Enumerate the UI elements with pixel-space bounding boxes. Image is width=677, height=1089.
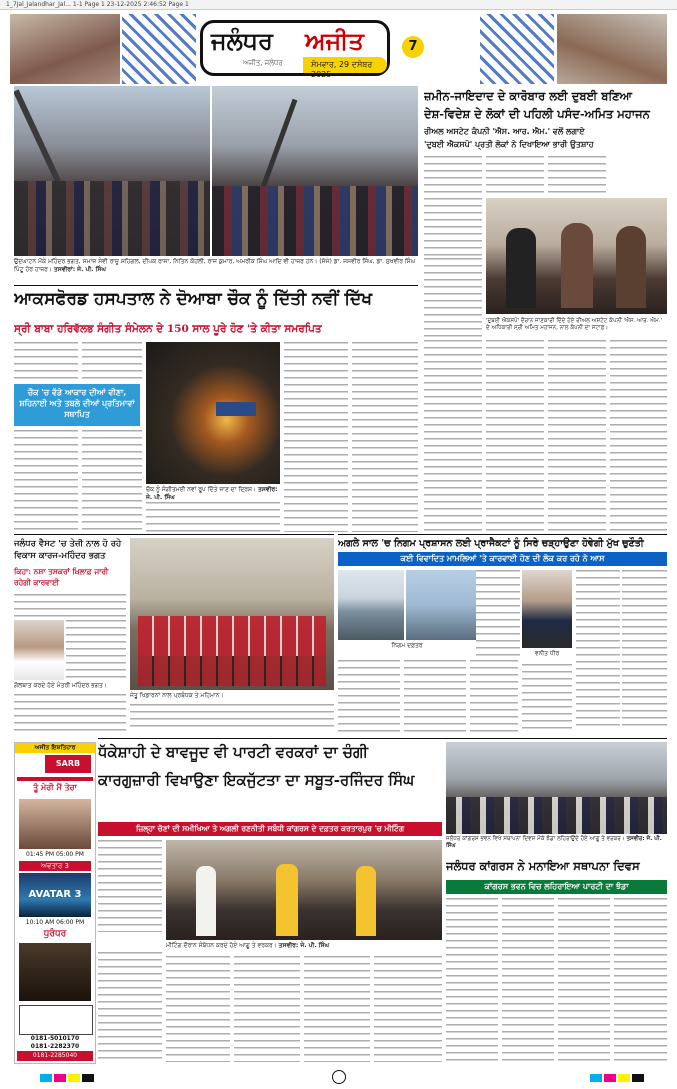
story6-headline-line2: ਕਾਰਗੁਜ਼ਾਰੀ ਵਿਖਾਉਣਾ ਇਕਜੁੱਟਤਾ ਦਾ ਸਬੂਤ-ਰਜਿੰਦਰ ਸਿੰਘ [98,771,415,789]
story2-body-col1 [424,156,482,256]
story3-body-col4 [338,660,400,732]
ad-film2-times: 10:10 AM 06:00 PM [25,919,85,926]
story2-body-col1b [424,258,482,338]
story5-photo-caption: ਜੇਤੂ ਖਿਡਾਰਨਾਂ ਨਾਲ ਪ੍ਰਬੰਧਕ ਤੇ ਮਹਿਮਾਨ। [130,692,224,699]
cinema-advertisement [14,742,96,1064]
story1-body-col2b [82,430,142,530]
oxford-inauguration-photo-right [212,86,418,256]
story7-body-col2 [502,898,554,1062]
divider [14,285,418,286]
color-bar-magenta [54,1074,66,1082]
story2-headline-line1: ਜ਼ਮੀਨ-ਜਾਇਦਾਦ ਦੇ ਕਾਰੋਬਾਰ ਲਈ ਦੁਬਈ ਬਣਿਆ [424,89,633,103]
story4-portrait-caption: ਗੱਲਬਾਤ ਕਰਦੇ ਹੋਏ ਮੰਤਰੀ ਮਹਿੰਦਰ ਭਗਤ। [14,682,107,689]
corporation-tower-photo [406,570,476,640]
story1-photo-caption: ਉਦਘਾਟਨ ਮੌਕੇ ਮਹਿੰਦਰ ਭਗਤ, ਸਮਾਜ ਸੇਵੀ ਰਾਜੂ ਸਹਿਗਲ, ਦੀਪਕ ਰਾਜਾ, ਨਿਤਿਨ ਕੋਹਲੀ, ਰਾਜ ਕੁਮਾਰ, ਅਮਰੀਕ ਸਿੰਘ ਆਦਿ ਵੀ ਹਾਜ਼ਰ ਹਨ। (ਸੱਜੇ) ਡਾ. ਜਸਵੀਰ ਸਿੰਘ, ਡਾ. ਸੁਖਵੀਰ ਸਿੰਘ ਪਿੰਟੂ ਹੋਰ ਹਾਜ਼ਰ। ਤਸਵੀਰਾਂ: ਜੇ. ਪੀ. ਸਿੰਘ [14,258,416,273]
story1-body-col1b [14,430,78,530]
ad-label: ਅਜੀਤ ਇਸ਼ਤਿਹਾਰ [15,743,95,753]
ad-phone3: 0181-2285040 [17,1051,93,1061]
story1-headline: ਆਕਸਫੋਰਡ ਹਸਪਤਾਲ ਨੇ ਦੋਆਬਾ ਚੌਕ ਨੂੰ ਦਿੱਤੀ ਨਵੀਂ ਦਿੱਖ [14,289,372,309]
color-bar-yellow [68,1074,80,1082]
story1-body-col4 [284,342,348,532]
story3-photo-label: ਨਿਗਮ ਦਫ਼ਤਰ [391,642,423,649]
masthead-title-left: ਜਲੰਧਰ [211,26,273,55]
corporation-building-photo [338,570,404,640]
story2-subhead-line1: ਰੀਅਲ ਅਸਟੇਟ ਕੰਪਨੀ 'ਐਸ. ਆਰ. ਐਮ.' ਵਲੋਂ ਲਗਾਏ [424,127,585,136]
sports-team-photo [130,538,334,690]
story2-body-col5 [486,340,544,532]
story2-body-col7 [610,340,667,532]
story7-photo-caption: ਜਲੰਧਰ ਕਾਂਗਰਸ ਭਵਨ ਵਿਖੇ ਸਥਾਪਨਾ ਦਿਵਸ ਮੌਕੇ ਝੰਡਾ ਲਹਿਰਾਉਂਦੇ ਹੋਏ ਆਗੂ ਤੇ ਵਰਕਰ। ਤਸਵੀਰ: ਜੇ. ਪੀ. ਸਿੰਘ [446,836,662,849]
page-number: 7 [402,36,424,58]
story1-subhead: ਸ੍ਰੀ ਬਾਬਾ ਹਰਿਵੱਲਭ ਸੰਗੀਤ ਸੰਮੇਲਨ ਦੇ 150 ਸਾਲ ਪੂਰੇ ਹੋਣ 'ਤੇ ਕੀਤਾ ਸਮਰਪਿਤ [14,323,322,335]
file-info-strip: 1_7Jal_Jalandhar_Jal... 1-1 Page 1 23-12-2025 2:46:52 Page 1 [0,0,677,10]
story3-body-col2 [576,570,620,730]
story4-body-bottom [14,694,126,732]
color-bar-magenta-right [604,1074,616,1082]
ad-film2-poster: AVATAR 3 [19,873,91,917]
ad-film1-times: 01:45 PM 05:00 PM [26,851,84,858]
story3-portrait-label: ਵਨੀਤ ਧੀਰ [534,650,560,657]
masthead-left-photo [10,14,120,84]
story1-body-col2a [82,342,142,382]
story4-body-top [14,594,126,618]
color-bar-cyan-right [590,1074,602,1082]
ad-map [19,1005,93,1035]
ad-film3-title: ਧੁਰੰਧਰ [43,929,67,939]
masthead-logo [200,20,390,79]
story4-subhead: ਕਿਹਾ: ਨਸ਼ਾ ਤਸਕਰਾਂ ਖ਼ਿਲਾਫ਼ ਜਾਰੀ ਰਹੇਗੀ ਕਾਰਵਾਈ [14,567,109,587]
story7-flag-hoisting-photo [446,742,667,834]
bottom-margin [0,1068,677,1089]
masthead-right-pattern [480,14,554,84]
masthead [10,14,667,84]
ad-film1-title: ਤੂੰ ਮੇਰੀ ਮੈਂ ਤੇਰਾ [33,783,77,792]
story2-photo-caption: 'ਦੁਬਈ ਐਕਸਪੋ' ਦੌਰਾਨ ਜਾਣਕਾਰੀ ਦਿੰਦੇ ਹੋਏ ਰੀਅਲ ਅਸਟੇਟ ਕੰਪਨੀ 'ਐਸ. ਆਰ. ਐਮ.' ਦੇ ਅਧਿਕਾਰੀ ਸ੍ਰੀ ਅਮਿਤ ਮਹਾਜਨ, ਨਾਲ ਕੰਪਨੀ ਦਾ ਸਟਾਫ਼। [486,318,663,331]
story1-body-col3 [146,502,280,532]
doaba-chowk-night-photo [146,342,280,484]
color-bar-yellow-right [618,1074,630,1082]
story6-body-col4 [304,956,370,1062]
masthead-date: ਸੋਮਵਾਰ, 29 ਦਸੰਬਰ 2025 [311,60,373,79]
story6-body-col1b [98,952,162,1062]
color-bar-black-right [632,1074,644,1082]
story6-photo-caption: ਮੀਟਿੰਗ ਦੌਰਾਨ ਸੰਬੋਧਨ ਕਰਦੇ ਹੋਏ ਆਗੂ ਤੇ ਵਰਕਰ। ਤਸਵੀਰ: ਜੇ. ਪੀ. ਸਿੰਘ [166,942,330,949]
ad-film1-poster [19,799,91,849]
story6-body-col2 [166,956,230,1062]
story7-headline: ਜਲੰਧਰ ਕਾਂਗਰਸ ਨੇ ਮਨਾਇਆ ਸਥਾਪਨਾ ਦਿਵਸ [446,859,640,873]
story1-body-col1a [14,342,78,382]
story6-body-col3 [234,956,300,1062]
story6-body-col1 [98,840,162,932]
story3-body-col7 [522,664,572,732]
ad-brand: SARB [45,755,91,773]
story2-subhead-line2: 'ਦੁਬਈ ਐਕਸਪੋ' ਪ੍ਰਤੀ ਲੋਕਾਂ ਨੇ ਦਿਖਾਇਆ ਭਾਰੀ ਉਤਸ਼ਾਹ [424,140,594,149]
color-bar-cyan [40,1074,52,1082]
story3-body-col1 [476,570,520,660]
story7-body-col1 [446,898,498,1062]
story2-body-col4 [424,340,482,532]
story3-body-col6 [470,660,518,732]
story6-body-col5 [374,956,442,1062]
ad-phone1: 0181-5010170 [30,1035,80,1042]
story4-body-col2 [66,620,126,680]
story3-body-col3 [622,570,667,730]
divider [14,534,334,535]
masthead-right-photo [557,14,667,84]
ad-film3-poster [19,943,91,1001]
story3-headline: ਅਗਲੇ ਸਾਲ 'ਚ ਨਿਗਮ ਪ੍ਰਸ਼ਾਸਨ ਲਈ ਪ੍ਰਾਜੈਕਟਾਂ ਨੂੰ ਸਿਰੇ ਚੜ੍ਹਾਉਣਾ ਹੋਵੇਗੀ ਮੁੱਖ ਚੁਣੌਤੀ [338,538,644,549]
story5-body [130,704,334,732]
story4-headline: ਜਲੰਧਰ ਵੈਸਟ 'ਚ ਤੇਜ਼ੀ ਨਾਲ ਹੋ ਰਹੇ ਵਿਕਾਸ ਕਾਰਜ-ਮਹਿੰਦਰ ਭਗਤ [14,539,122,561]
ad-film2-title: ਅਵਤਾਰ 3 [19,861,91,871]
story3-subhead-bar: ਕਈ ਵਿਵਾਦਿਤ ਮਾਮਲਿਆਂ 'ਤੇ ਕਾਰਵਾਈ ਹੋਣ ਦੀ ਲੋਕ ਕਰ ਰਹੇ ਨੇ ਆਸ [338,552,667,566]
story1-highlight-box: ਚੌਕ 'ਚ ਵੱਡੇ ਆਕਾਰ ਦੀਆਂ ਵੀਣਾ, ਸ਼ਹਿਨਾਈ ਅਤੇ ਤਬਲੇ ਦੀਆਂ ਪ੍ਰਤਿਮਾਵਾਂ ਸਥਾਪਿਤ [14,384,140,426]
story1-body-col5 [352,342,418,532]
story7-subhead-bar: ਕਾਂਗਰਸ ਭਵਨ ਵਿਚ ਲਹਿਰਾਇਆ ਪਾਰਟੀ ਦਾ ਝੰਡਾ [446,880,667,894]
masthead-title-right: ਅਜੀਤ [305,26,364,55]
story2-headline-line2: ਦੇਸ਼-ਵਿਦੇਸ਼ ਦੇ ਲੋਕਾਂ ਦੀ ਪਹਿਲੀ ਪਸੰਦ-ਅਮਿਤ ਮਹਾਜਨ [424,107,650,121]
divider [98,738,667,739]
story1-photo2-caption: ਚੌਕ ਨੂੰ ਸੰਗੀਤਮਈ ਨਵਾਂ ਰੂਪ ਦਿੱਤੇ ਜਾਣ ਦਾ ਦ੍ਰਿਸ਼। ਤਸਵੀਰ: ਜੇ. ਪੀ. ਸਿੰਘ [146,486,278,501]
ad-phone2: 0181-2282370 [30,1043,80,1050]
masthead-tag: ਅਜੀਤ, ਜਲੰਧਰ [243,59,283,67]
divider [338,534,667,535]
story2-body-col2 [486,156,544,196]
story2-body-col3 [548,156,606,196]
story7-body-col3 [558,898,610,1062]
story6-meeting-photo [166,840,442,940]
mohinder-bhagat-portrait [14,620,64,680]
masthead-left-pattern [122,14,196,84]
story3-body-col5 [404,660,466,732]
vaneet-dhir-portrait [522,570,572,648]
story6-headline-line1: ਧੱਕੇਸ਼ਾਹੀ ਦੇ ਬਾਵਜੂਦ ਵੀ ਪਾਰਟੀ ਵਰਕਰਾਂ ਦਾ ਚੰਗੀ [98,743,368,761]
story6-subhead-bar: ਜ਼ਿਲ੍ਹਾ ਚੋਣਾਂ ਦੀ ਸਮੀਖਿਆ ਤੇ ਅਗਲੀ ਰਣਨੀਤੀ ਸਬੰਧੀ ਕਾਂਗਰਸ ਦੇ ਦਫ਼ਤਰ ਕਰਤਾਰਪੁਰ 'ਚ ਮੀਟਿੰਗ [98,822,442,836]
story7-body-col4 [614,898,667,1062]
registration-mark [332,1070,346,1084]
story2-office-photo [486,198,667,314]
story2-body-col6 [548,340,606,532]
color-bar-black [82,1074,94,1082]
oxford-inauguration-photo-left [14,86,210,256]
